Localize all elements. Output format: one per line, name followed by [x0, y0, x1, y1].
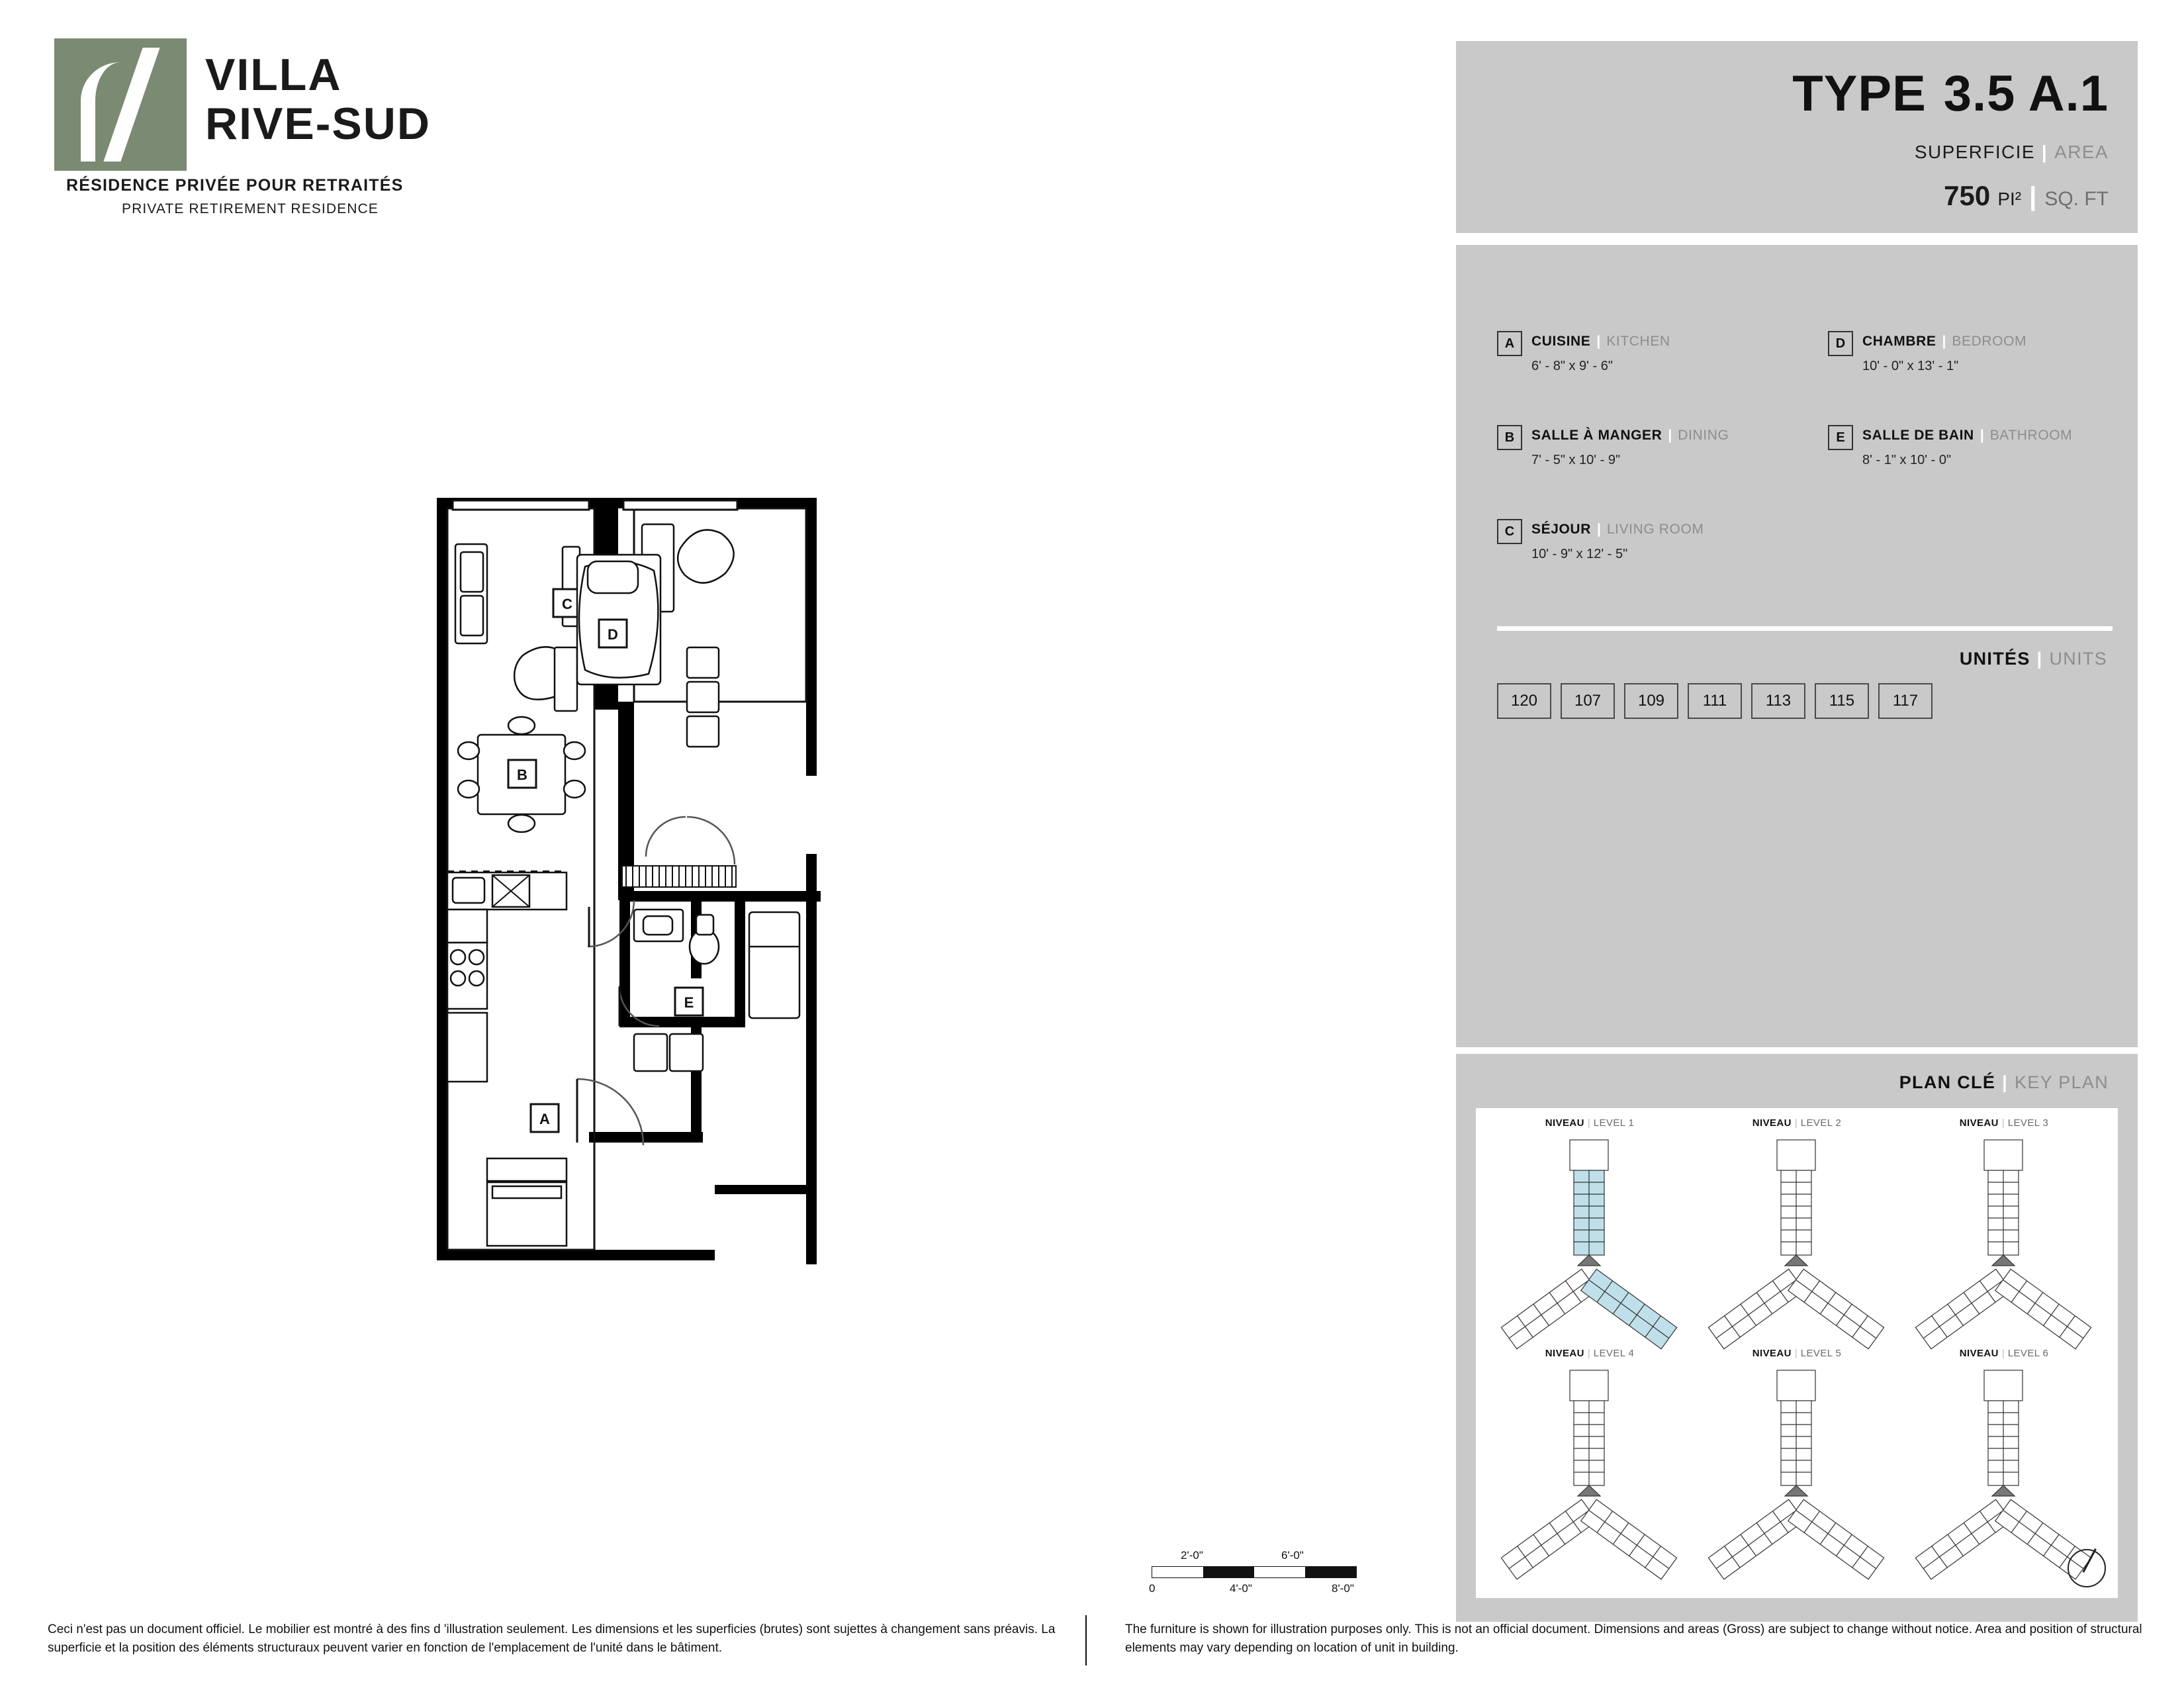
legend-separator: |: [1942, 334, 1946, 349]
keyplan-label-en: LEVEL 6: [2007, 1348, 2049, 1359]
keyplan-label-separator: |: [1587, 1348, 1590, 1359]
svg-text:B: B: [517, 767, 527, 783]
scale-label-bottom-3: 8'-0": [1332, 1582, 1354, 1595]
unit-chip[interactable]: 117: [1878, 683, 1933, 719]
legend-separator: |: [1596, 522, 1601, 537]
legend-fr-bathroom: SALLE DE BAIN: [1862, 428, 1974, 443]
keyplan-diagram-2: [1698, 1135, 1896, 1353]
logo-tagline-fr: RÉSIDENCE PRIVÉE POUR RETRAITÉS: [66, 176, 404, 195]
keyplan-label-level-4: [1490, 1348, 1689, 1359]
keyplan-label-en: LEVEL 2: [1800, 1117, 1842, 1129]
units-separator: |: [2036, 649, 2043, 669]
unit-chip[interactable]: 120: [1497, 683, 1551, 719]
legend-names-kitchen: [1531, 334, 1670, 350]
scale-bar-strip: [1152, 1566, 1357, 1578]
keyplan-title-en: KEY PLAN: [2015, 1072, 2109, 1092]
legend-separator: |: [1979, 428, 1984, 443]
unit-chip[interactable]: 109: [1624, 683, 1678, 719]
logo-name-line1: VILLA: [205, 50, 342, 100]
keyplan-label-en: LEVEL 4: [1593, 1348, 1635, 1359]
legend-panel: [1456, 245, 2138, 1047]
area-value: 750: [1944, 180, 1991, 211]
legend-en-bathroom: BATHROOM: [1989, 428, 2073, 443]
keyplan-label-separator: |: [1587, 1117, 1590, 1129]
keyplan-diagram-3: [1905, 1135, 2103, 1353]
area-label-row: [1915, 142, 2109, 163]
keyplan-label-fr: NIVEAU: [1545, 1348, 1584, 1359]
units-heading: [1960, 649, 2107, 669]
keyplan-label-en: LEVEL 5: [1800, 1348, 1842, 1359]
area-unit-en: SQ. FT: [2044, 188, 2109, 210]
legend-divider: [1497, 626, 2113, 631]
value-separator: |: [2029, 182, 2037, 211]
key-plan-panel: [1456, 1054, 2138, 1622]
key-plan-canvas: [1476, 1108, 2118, 1598]
keyplan-diagram-6: [1905, 1365, 2103, 1583]
svg-text:E: E: [684, 994, 694, 1011]
legend-en-kitchen: KITCHEN: [1606, 334, 1670, 349]
keyplan-label-level-6: [1905, 1348, 2103, 1359]
keyplan-label-fr: NIVEAU: [1959, 1117, 1999, 1129]
svg-text:C: C: [562, 596, 572, 612]
key-plan-level-6[interactable]: [1905, 1348, 2103, 1581]
floor-plan-drawing: [424, 483, 979, 1284]
keyplan-title-fr: PLAN CLÉ: [1899, 1072, 1996, 1092]
scale-label-bottom-1: 0: [1149, 1582, 1156, 1595]
area-label-fr: SUPERFICIE: [1914, 142, 2035, 162]
legend-key-e: E: [1828, 425, 1853, 450]
label-separator: |: [2041, 142, 2048, 162]
legend-dims-bathroom: 8' - 1" x 10' - 0": [1862, 453, 1952, 467]
legend-dims-living: 10' - 9" x 12' - 5": [1531, 547, 1628, 561]
legend-key-c: C: [1497, 519, 1522, 544]
legend-fr-kitchen: CUISINE: [1531, 334, 1591, 349]
unit-chip[interactable]: 111: [1688, 683, 1742, 719]
scale-label-top-1: 2'-0": [1181, 1549, 1203, 1562]
keyplan-label-fr: NIVEAU: [1545, 1117, 1584, 1129]
keyplan-label-en: LEVEL 3: [2007, 1117, 2049, 1129]
legend-dims-bedroom: 10' - 0" x 13' - 1": [1862, 359, 1959, 373]
legend-en-dining: DINING: [1678, 428, 1729, 443]
legend-separator: |: [1596, 334, 1601, 349]
floor-plan-svg: [424, 483, 979, 1284]
legend-names-bathroom: [1862, 428, 2072, 444]
legend-item-bathroom: [1828, 425, 2113, 475]
legend-dims-dining: 7' - 5" x 10' - 9": [1531, 453, 1621, 467]
unit-type-heading: [1792, 65, 2109, 122]
keyplan-label-fr: NIVEAU: [1752, 1117, 1792, 1129]
keyplan-diagram-1: [1490, 1135, 1689, 1353]
scale-label-bottom-2: 4'-0": [1230, 1582, 1252, 1595]
unit-chip[interactable]: 115: [1815, 683, 1869, 719]
legend-fr-dining: SALLE À MANGER: [1531, 428, 1662, 443]
keyplan-label-separator: |: [1794, 1117, 1797, 1129]
legend-column-right: [1828, 331, 2113, 519]
legend-en-bedroom: BEDROOM: [1952, 334, 2027, 349]
legend-names-dining: [1531, 428, 1729, 444]
north-arrow-icon: [2068, 1549, 2106, 1587]
area-value-row: [1944, 180, 2109, 212]
units-list: [1497, 683, 1933, 719]
key-plan-level-4[interactable]: [1490, 1348, 1689, 1581]
keyplan-label-en: LEVEL 1: [1593, 1117, 1635, 1129]
type-value: 3.5 A.1: [1943, 66, 2109, 122]
keyplan-label-separator: |: [2001, 1117, 2005, 1129]
area-label-en: AREA: [2054, 142, 2109, 162]
key-plan-level-5[interactable]: [1698, 1348, 1896, 1581]
key-plan-heading: [1899, 1072, 2109, 1093]
keyplan-label-level-5: [1698, 1348, 1896, 1359]
keyplan-label-level-3: [1905, 1117, 2103, 1129]
legend-fr-bedroom: CHAMBRE: [1862, 334, 1936, 349]
legend-item-bedroom: [1828, 331, 2113, 381]
disclaimer-fr: Ceci n'est pas un document officiel. Le mobilier est montré à des fins d 'illustration seulement. Les dimensions et les superficies (brutes) sont sujettes à changement sans préavis. La superficie et la position des éléments structuraux peuvent varier en fonction de l'emplacement de l'unité dans le bâtiment.: [48, 1622, 1056, 1655]
legend-en-living: LIVING ROOM: [1606, 522, 1704, 537]
brand-logo: [48, 38, 484, 237]
disclaimer-en: The furniture is shown for illustration purposes only. This is not an official document. Dimensions and areas (Gross) are subject to change without notice. Area and position of structural elements may vary depending on location of unit in building.: [1125, 1622, 2142, 1655]
legend-key-b: B: [1497, 425, 1522, 450]
logo-tagline-en: PRIVATE RETIREMENT RESIDENCE: [122, 201, 379, 216]
svg-text:D: D: [608, 626, 618, 643]
legend-item-dining: [1497, 425, 1808, 475]
keyplan-label-fr: NIVEAU: [1752, 1348, 1792, 1359]
keyplan-label-separator: |: [2001, 1348, 2005, 1359]
keyplan-separator: |: [2002, 1072, 2009, 1092]
keyplan-diagram-5: [1698, 1365, 1896, 1583]
legend-key-d: D: [1828, 331, 1853, 356]
legend-separator: |: [1668, 428, 1672, 443]
unit-title-panel: [1456, 41, 2138, 233]
logo-name-line2: RIVE-SUD: [205, 99, 431, 149]
footer-divider: [1085, 1615, 1087, 1665]
area-unit-fr: PI²: [1997, 189, 2022, 209]
unit-chip[interactable]: 113: [1751, 683, 1805, 719]
legend-fr-living: SÉJOUR: [1531, 522, 1591, 537]
units-title-en: UNITS: [2049, 649, 2107, 669]
legend-item-kitchen: [1497, 331, 1808, 381]
unit-chip[interactable]: 107: [1561, 683, 1615, 719]
legend-column-left: [1497, 331, 1808, 613]
keyplan-label-level-2: [1698, 1117, 1896, 1129]
legend-dims-kitchen: 6' - 8" x 9' - 6": [1531, 359, 1613, 373]
keyplan-label-level-1: [1490, 1117, 1689, 1129]
legend-names-living: [1531, 522, 1704, 538]
legend-key-a: A: [1497, 331, 1522, 356]
units-title-fr: UNITÉS: [1959, 649, 2030, 669]
key-plan-level-3[interactable]: [1905, 1117, 2103, 1350]
svg-text:A: A: [539, 1111, 550, 1127]
legend-names-bedroom: [1862, 334, 2026, 350]
logo-wordmark: [205, 50, 431, 148]
scale-bar: [1149, 1549, 1377, 1602]
keyplan-label-fr: NIVEAU: [1959, 1348, 1999, 1359]
legend-item-living: [1497, 519, 1808, 569]
logo-mark-icon: [54, 38, 187, 171]
type-word: TYPE: [1792, 66, 1927, 122]
key-plan-level-2[interactable]: [1698, 1117, 1896, 1350]
keyplan-diagram-4: [1490, 1365, 1689, 1583]
scale-label-top-2: 6'-0": [1281, 1549, 1304, 1562]
keyplan-label-separator: |: [1794, 1348, 1797, 1359]
key-plan-level-1[interactable]: [1490, 1117, 1689, 1350]
